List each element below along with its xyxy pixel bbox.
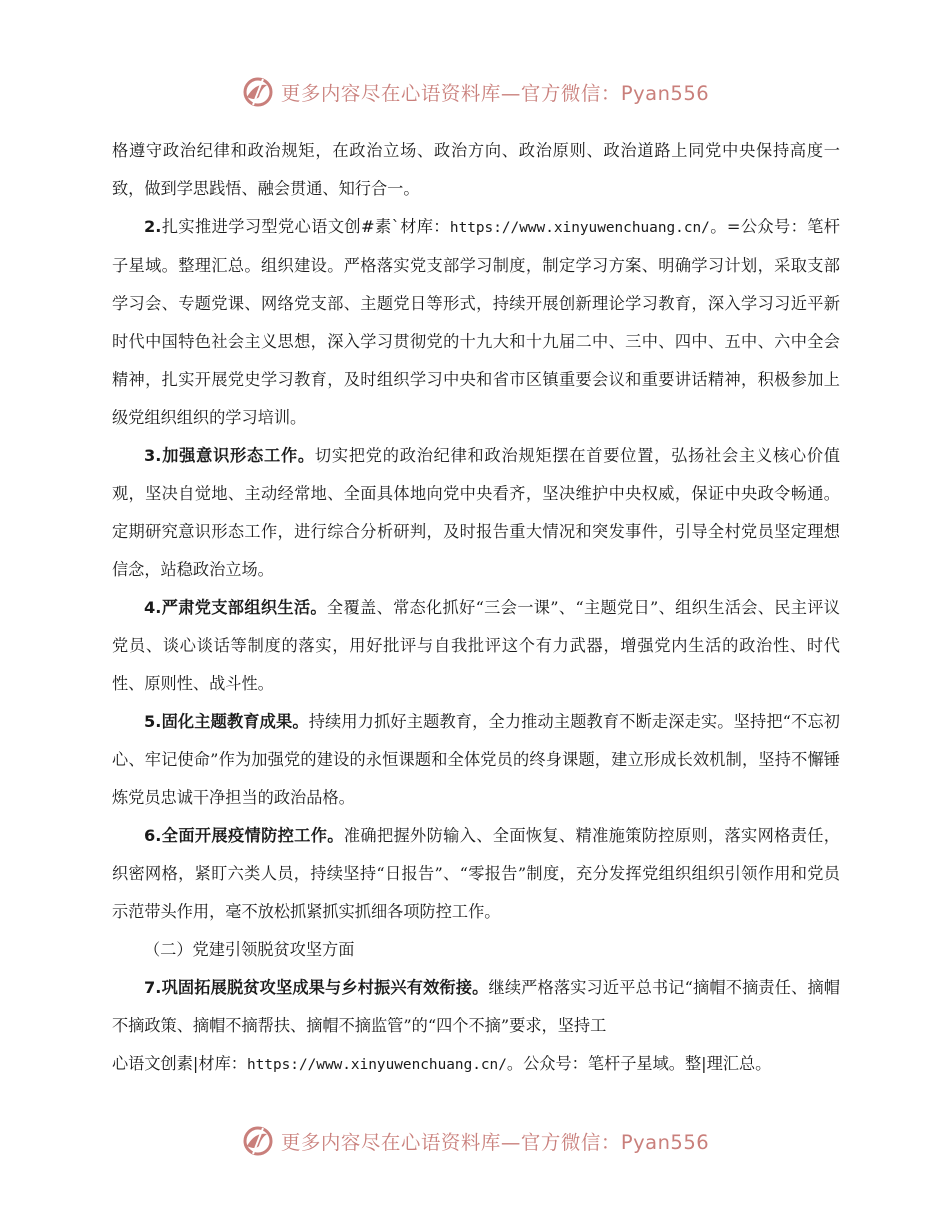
url-text: https://www.xinyuwenchuang.cn/	[246, 1057, 507, 1073]
item-heading: 4.严肃党支部组织生活。	[144, 598, 327, 617]
paragraph-text: 切实把党的政治纪律和政治规矩摆在首要位置，弘扬社会主义核心价值观，坚决自觉地、主动经常地、全面具体地向党中央看齐，坚决维护中央权威，保证中央政令畅通。定期研究意识形态工作，进行综合分析研判，及时报告重大情况和突发事件，引导全村党员坚定理想信念，站稳政治立场。	[112, 446, 840, 579]
paragraph-text: 。公众号：笔杆子星域。整|理汇总。	[506, 1054, 772, 1073]
paragraph-item-4	[112, 589, 840, 703]
paragraph-text: 心语文创素|材库：	[112, 1054, 247, 1073]
paragraph-continuation	[112, 132, 840, 208]
url-text: https://www.xinyuwenchuang.cn/	[449, 220, 710, 236]
paragraph-text: 全覆盖、常态化抓好“三会一课”、“主题党日”、组织生活会、民主评议党员、谈心谈话等制度的落实，用好批评与自我批评这个有力武器，增强党内生活的政治性、时代性、原则性、战斗性。	[112, 598, 840, 693]
paragraph-watermark-line	[112, 1045, 840, 1084]
banner-text: 更多内容尽在心语资料库—官方微信：Pyan556	[280, 82, 710, 105]
paragraph-text: 扎实推进学习型党心语文创#素`材库：	[161, 217, 450, 236]
paragraph-item-2	[112, 208, 840, 437]
item-heading: 7.巩固拓展脱贫攻坚成果与乡村振兴有效衔接。	[144, 978, 489, 997]
paragraph-item-5	[112, 703, 840, 817]
paragraph-item-3	[112, 437, 840, 589]
paragraph-text: 继续严格落实习近平总书记“摘帽不摘责任、摘帽不摘政策、摘帽不摘帮扶、摘帽不摘监管”的“四个不摘”要求，坚持工	[112, 978, 840, 1035]
subheading-text: （二）党建引领脱贫攻坚方面	[144, 940, 355, 959]
paragraph-text: 格遵守政治纪律和政治规矩，在政治立场、政治方向、政治原则、政治道路上同党中央保持高度一致，做到学思践悟、融会贯通、知行合一。	[112, 141, 840, 198]
item-heading: 5.固化主题教育成果。	[144, 712, 309, 731]
paragraph-item-7	[112, 969, 840, 1045]
logo-icon	[241, 75, 275, 109]
banner-text: 更多内容尽在心语资料库—官方微信：Pyan556	[280, 1131, 710, 1154]
paragraph-item-6	[112, 817, 840, 931]
header-watermark-banner	[0, 70, 950, 114]
item-number: 2.	[144, 217, 162, 236]
section-subheading	[112, 931, 840, 969]
footer-watermark-banner	[0, 1119, 950, 1163]
logo-icon	[241, 1124, 275, 1158]
item-heading: 3.加强意识形态工作。	[144, 446, 315, 465]
document-body	[112, 132, 840, 1084]
item-heading: 6.全面开展疫情防控工作。	[144, 826, 344, 845]
paragraph-text: 准确把握外防输入、全面恢复、精准施策防控原则，落实网格责任，织密网格，紧盯六类人员，持续坚持“日报告”、“零报告”制度，充分发挥党组织组织引领作用和党员示范带头作用，毫不放松抓紧抓实抓细各项防控工作。	[112, 826, 840, 921]
paragraph-text: 持续用力抓好主题教育，全力推动主题教育不断走深走实。坚持把“不忘初心、牢记使命”作为加强党的建设的永恒课题和全体党员的终身课题，建立形成长效机制，坚持不懈锤炼党员忠诚干净担当的政治品格。	[112, 712, 840, 807]
paragraph-text: 。=公众号：笔杆子星域。整理汇总。组织建设。严格落实党支部学习制度，制定学习方案、明确学习计划，采取支部学习会、专题党课、网络党支部、主题党日等形式，持续开展创新理论学习教育，深入学习习近平新时代中国特色社会主义思想，深入学习贯彻党的十九大和十九届二中、三中、四中、五中、六中全会精神，扎实开展党史学习教育，及时组织学习中央和省市区镇重要会议和重要讲话精神，积极参加上级党组织组织的学习培训。	[112, 217, 840, 427]
